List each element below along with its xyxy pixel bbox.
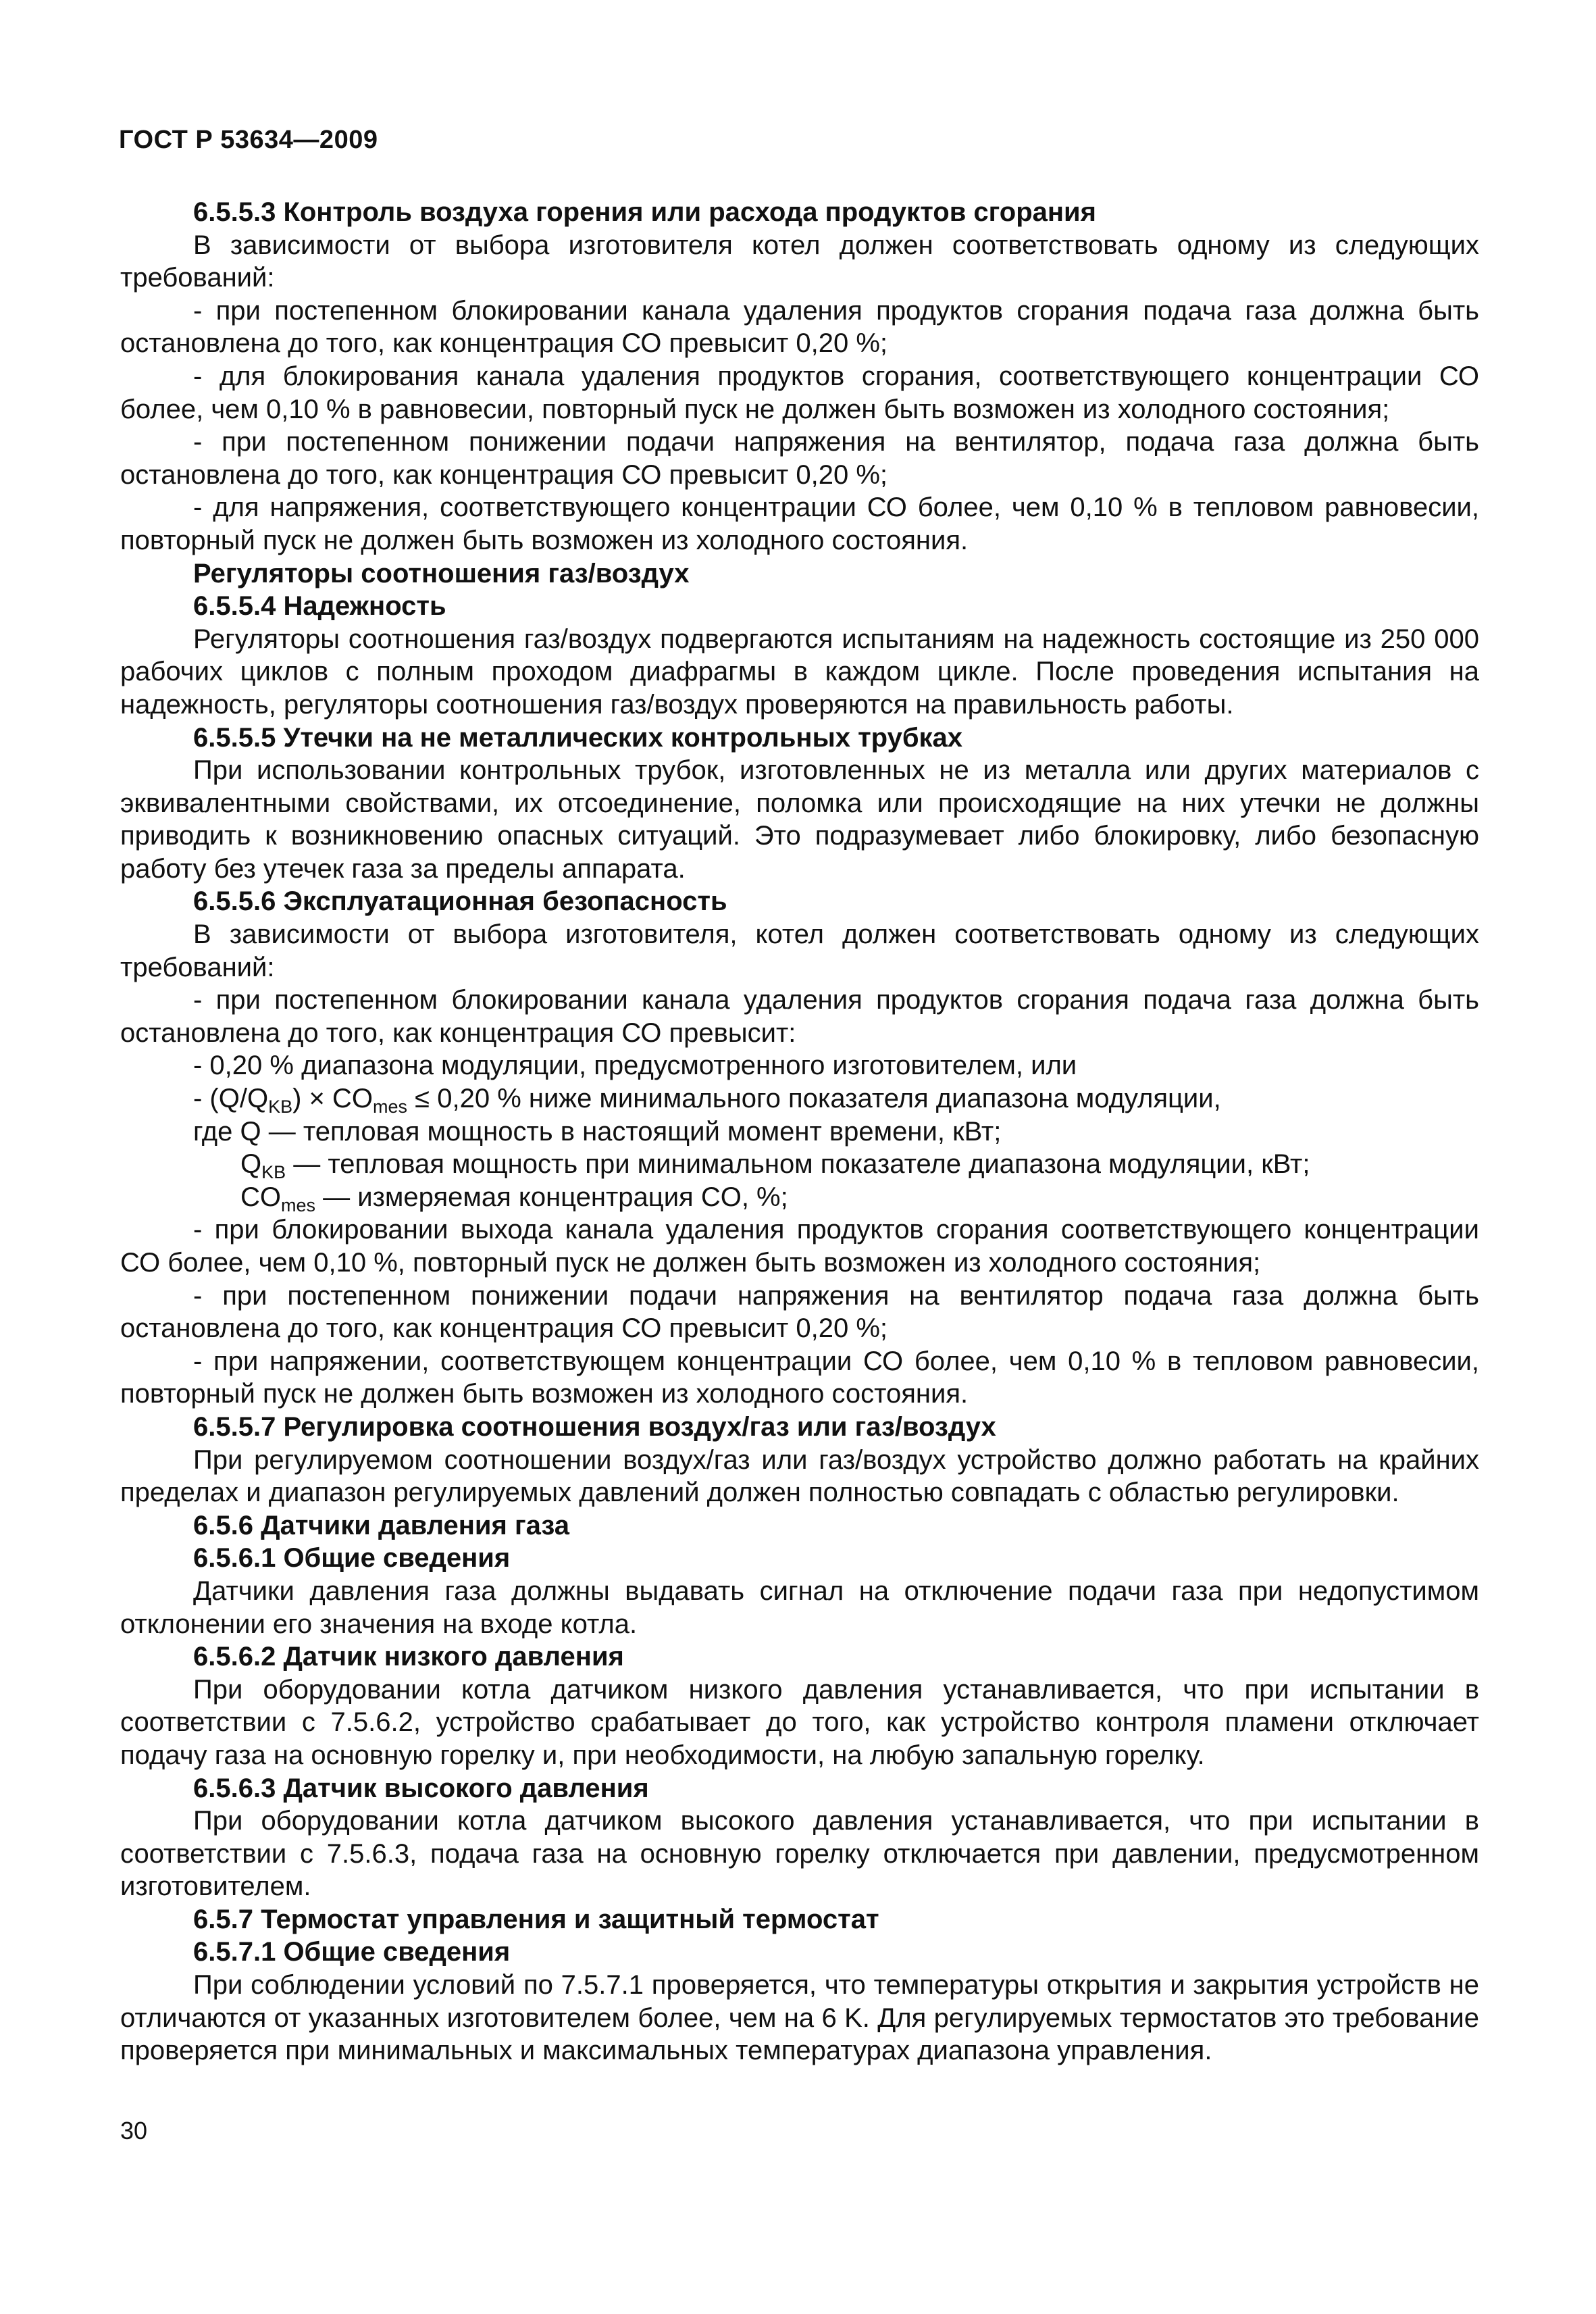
definition-symbol: Q — [240, 1149, 262, 1180]
paragraph: При соблюдении условий по 7.5.7.1 проверяется, что температуры открытия и закрытия устройств не отличаются от указанных изготовителем более, чем на 6 K. Для регулируемых термостатов это требование проверяется при минимальных и максимальных температурах диапазона управления. — [120, 1970, 1479, 2066]
document-body — [120, 196, 1479, 2067]
section-heading-6-5-7-1: 6.5.7.1 Общие сведения — [193, 1937, 511, 1967]
definition-comes — [120, 1181, 1479, 1214]
definition-symbol: CO — [240, 1182, 281, 1212]
paragraph: Датчики давления газа должны выдавать сигнал на отключение подачи газа при недопустимом отклонении его значения на входе котла. — [120, 1576, 1479, 1639]
page-number: 30 — [120, 2117, 148, 2144]
formula-subscript: KB — [268, 1097, 293, 1117]
document-id: ГОСТ Р 53634—2009 — [119, 126, 378, 154]
formula-part: ) × CO — [292, 1084, 374, 1114]
definition-subscript: KB — [261, 1162, 286, 1183]
definition-subscript: mes — [281, 1194, 316, 1215]
section-heading-6-5-6-2: 6.5.6.2 Датчик низкого давления — [193, 1642, 624, 1672]
section-heading-6-5-7: 6.5.7 Термостат управления и защитный термостат — [193, 1904, 879, 1934]
paragraph: - для блокирования канала удаления продуктов сгорания, соответствующего концентрации СО более, чем 0,10 % в равновесии, повторный пуск не должен быть возможен из холодного состояния; — [120, 361, 1479, 424]
paragraph: - для напряжения, соответствующего концентрации СО более, чем 0,10 % в тепловом равновесии, повторный пуск не должен быть возможен из холодного состояния. — [120, 493, 1479, 555]
section-heading-6-5-6: 6.5.6 Датчики давления газа — [193, 1510, 569, 1540]
section-heading-regulators: Регуляторы соотношения газ/воздух — [193, 558, 690, 588]
paragraph: При оборудовании котла датчиком высокого давления устанавливается, что при испытании в соответствии с 7.5.6.3, подача газа на основную горелку отключается при давлении, предусмотренном изготовителем. — [120, 1806, 1479, 1902]
formula-part: ≤ 0,20 % ниже минимального показателя диапазона модуляции, — [407, 1084, 1221, 1114]
paragraph: - при постепенном блокировании канала удаления продуктов сгорания подача газа должна быть остановлена до того, как концентрация СО превысит: — [120, 985, 1479, 1048]
section-heading-6-5-5-3: 6.5.5.3 Контроль воздуха горения или расхода продуктов сгорания — [193, 197, 1096, 227]
definition-text: — тепловая мощность при минимальном показателе диапазона модуляции, кВт; — [286, 1149, 1310, 1180]
formula-subscript: mes — [373, 1097, 408, 1117]
paragraph: В зависимости от выбора изготовителя, котел должен соответствовать одному из следующих требований: — [120, 920, 1479, 982]
paragraph: При оборудовании котла датчиком низкого давления устанавливается, что при испытании в соответствии с 7.5.6.2, устройство срабатывает до того, как устройство контроля пламени отключает подачу газа на основную горелку и, при необходимости, на любую запальную горелку. — [120, 1674, 1479, 1770]
paragraph: - 0,20 % диапазона модуляции, предусмотренного изготовителем, или — [193, 1051, 1077, 1081]
paragraph: - при постепенном понижении подачи напряжения на вентилятор, подача газа должна быть остановлена до того, как концентрация СО превысит 0,20 %; — [120, 427, 1479, 490]
paragraph: Регуляторы соотношения газ/воздух подвергаются испытаниям на надежность состоящие из 250 000 рабочих циклов с полным проходом диафрагмы в каждом цикле. После проведения испытания на надежность, регуляторы соотношения газ/воздух проверяются на правильность работы. — [120, 624, 1479, 720]
section-heading-6-5-6-3: 6.5.6.3 Датчик высокого давления — [193, 1773, 649, 1803]
paragraph: - при напряжении, соответствующем концентрации СО более, чем 0,10 % в тепловом равновесии, повторный пуск не должен быть возможен из холодного состояния. — [120, 1346, 1479, 1409]
paragraph: - при постепенном понижении подачи напряжения на вентилятор подача газа должна быть остановлена до того, как концентрация СО превысит 0,20 %; — [120, 1280, 1479, 1344]
section-heading-6-5-5-6: 6.5.5.6 Эксплуатационная безопасность — [193, 886, 727, 917]
paragraph: При использовании контрольных трубок, изготовленных не из металла или других материалов с эквивалентными свойствами, их отсоединение, поломка или происходящие на них утечки не должны приводить к возникновению опасных ситуаций. Это подразумевает либо блокировку, либо безопасную работу без утечек газа за пределы аппарата. — [120, 755, 1479, 884]
section-heading-6-5-5-4: 6.5.5.4 Надежность — [193, 591, 446, 622]
paragraph: - при блокировании выхода канала удаления продуктов сгорания соответствующего концентрации СО более, чем 0,10 %, повторный пуск не должен быть возможен из холодного состояния; — [120, 1215, 1479, 1278]
section-heading-6-5-6-1: 6.5.6.1 Общие сведения — [193, 1543, 511, 1574]
paragraph: - при постепенном блокировании канала удаления продуктов сгорания подача газа должна быть остановлена до того, как концентрация СО превысит 0,20 %; — [120, 295, 1479, 359]
section-heading-6-5-5-7: 6.5.5.7 Регулировка соотношения воздух/газ или газ/воздух — [193, 1411, 996, 1442]
formula-line — [120, 1082, 1479, 1115]
definition-q: где Q — тепловая мощность в настоящий момент времени, кВт; — [193, 1116, 1002, 1147]
definition-text: — измеряемая концентрация CO, %; — [315, 1182, 788, 1212]
section-heading-6-5-5-5: 6.5.5.5 Утечки на не металлических контрольных трубках — [193, 722, 963, 753]
paragraph: В зависимости от выбора изготовителя котел должен соответствовать одному из следующих требований: — [120, 230, 1479, 293]
definition-qkb — [120, 1148, 1479, 1181]
formula-part: - (Q/Q — [193, 1084, 269, 1114]
paragraph: При регулируемом соотношении воздух/газ или газ/воздух устройство должно работать на крайних пределах и диапазон регулируемых давлений должен полностью совпадать с областью регулировки. — [120, 1444, 1479, 1508]
